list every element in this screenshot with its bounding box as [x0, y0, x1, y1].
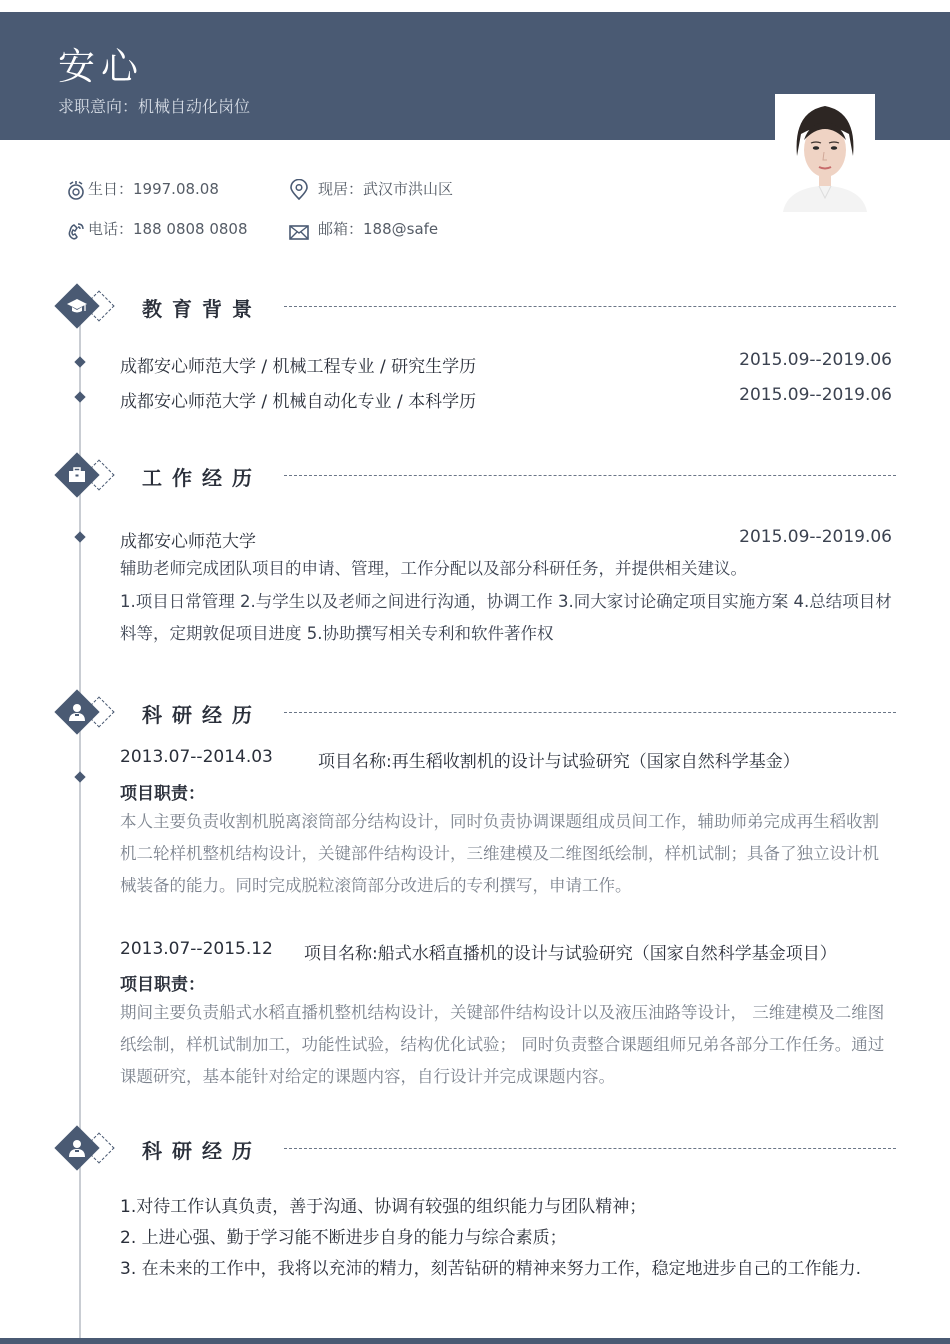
section-title: 科研经历: [142, 1139, 262, 1163]
timeline-bullet: [74, 356, 85, 367]
mail-icon: [288, 219, 310, 241]
work-summary: 辅助老师完成团队项目的申请、管理，工作分配以及部分科研任务，并提供相关建议。: [120, 559, 747, 578]
person-name: 安心: [58, 45, 144, 88]
birthday-item: [66, 178, 266, 200]
timeline-bullet: [74, 771, 85, 782]
section-research-header: [56, 690, 906, 740]
person-icon: [66, 701, 88, 723]
project-2-duty: 期间主要负责船式水稻直播机整机结构设计，关键部件结构设计以及液压油路等设计， 三维建模及二维图纸绘制，样机试制加工，功能性试验，结构优化试验； 同时负责整合课题组师兄弟各部分工作任务。通过课题研究，基本能针对给定的课题内容，自行设计并完成课题内容。: [120, 1003, 885, 1086]
location-text: 现居：武汉市洪山区: [318, 180, 454, 198]
education-item-1: 成都安心师范大学 / 机械工程专业 / 研究生学历: [120, 357, 477, 377]
project-1-date: 2013.07--2014.03: [120, 747, 273, 767]
project-1-duty-label: 项目职责：: [120, 784, 205, 804]
email-item: [288, 218, 508, 240]
work-date: 2015.09--2019.06: [739, 527, 892, 547]
location-pin-icon: [288, 179, 310, 201]
timeline-bullet: [74, 531, 85, 542]
work-details: 1.项目日常管理 2.与学生以及老师之间进行沟通，协调工作 3.同大家讨论确定项目实施方案 4.总结项目材料等，定期敦促项目进度 5.协助撰写相关专利和软件著作权: [120, 592, 892, 643]
section-self-header: [56, 1126, 906, 1176]
section-divider: [284, 712, 896, 713]
email-text: 邮箱：188@safe: [318, 220, 439, 238]
work-org: 成都安心师范大学: [120, 532, 256, 552]
profile-photo: [775, 94, 875, 212]
section-title: 教育背景: [142, 297, 262, 321]
section-divider: [284, 1148, 896, 1149]
portrait-image: [775, 94, 875, 212]
person-icon: [66, 1137, 88, 1159]
project-2-date: 2013.07--2015.12: [120, 939, 273, 959]
education-item-2: 成都安心师范大学 / 机械自动化专业 / 本科学历: [120, 392, 477, 412]
phone-text: 电话：188 0808 0808: [88, 220, 248, 238]
graduation-cap-icon: [66, 295, 88, 317]
section-divider: [284, 475, 896, 476]
education-date-1: 2015.09--2019.06: [739, 350, 892, 370]
project-2-duty-label: 项目职责：: [120, 975, 205, 995]
phone-icon: [66, 219, 88, 241]
timeline-bullet: [74, 391, 85, 402]
location-item: [288, 178, 508, 200]
project-1-duty: 本人主要负责收割机脱离滚筒部分结构设计，同时负责协调课题组成员间工作，辅助师弟完成再生稻收割机二轮样机整机结构设计，关键部件结构设计，三维建模及二维图纸绘制，样机试制；具备了独立设计机械装备的能力。同时完成脱粒滚筒部分改进后的专利撰写，申请工作。: [120, 812, 879, 895]
self-line-3: 3. 在未来的工作中，我将以充沛的精力，刻苦钻研的精神来努力工作，稳定地进步自己的工作能力.: [120, 1259, 862, 1279]
phone-item: [66, 218, 266, 240]
footer-bar: [0, 1338, 950, 1344]
section-education-header: [56, 284, 906, 334]
education-date-2: 2015.09--2019.06: [739, 385, 892, 405]
section-divider: [284, 306, 896, 307]
self-line-1: 1.对待工作认真负责，善于沟通、协调有较强的组织能力与团队精神；: [120, 1197, 647, 1217]
briefcase-icon: [66, 464, 88, 486]
section-title: 工作经历: [142, 466, 262, 490]
project-2-name: 项目名称:船式水稻直播机的设计与试验研究（国家自然科学基金项目）: [304, 944, 837, 964]
project-1-name: 项目名称:再生稻收割机的设计与试验研究（国家自然科学基金）: [318, 752, 800, 772]
section-title: 科研经历: [142, 703, 262, 727]
self-line-2: 2. 上进心强、勤于学习能不断进步自身的能力与综合素质；: [120, 1228, 567, 1248]
job-intent: 求职意向：机械自动化岗位: [58, 97, 251, 116]
section-work-header: [56, 453, 906, 503]
alarm-clock-icon: [66, 179, 88, 201]
birthday-text: 生日：1997.08.08: [88, 180, 219, 198]
